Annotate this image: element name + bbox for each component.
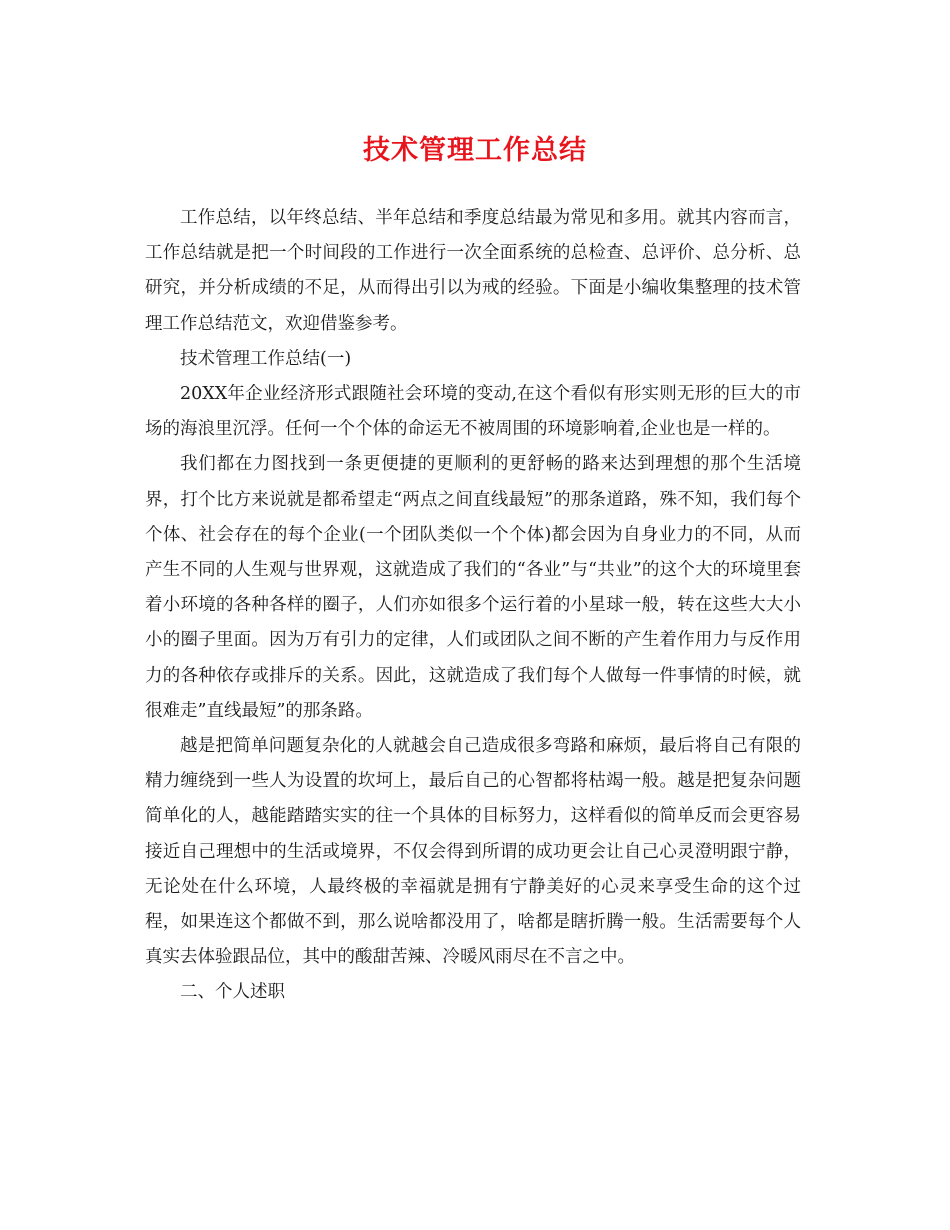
section-heading-2: 二、个人述职 [180, 982, 285, 1003]
paragraph-2: 我们都在力图找到一条更便捷的更顺利的更舒畅的路来达到理想的那个生活境界，打个比方来说就是都希望走“两点之间直线最短”的那条道路，殊不知，我们每个个体、社会存在的每个企业(一个团队类似一个个体)都会因为自身业力的不同，从而产生不同的人生观与世界观，这就造成了我们的“各业”与“共业”的这个大的环境里套着小环境的各种各样的圈子，人们亦如很多个运行着的小星球一般，转在这些大大小小的圈子里面。因为万有引力的定律，人们或团队之间不断的产生着作用力与反作用力的各种依存或排斥的关系。因此，这就造成了我们每个人做每一件事情的时候，就很难走”直线最短”的那条路。 [145, 454, 801, 721]
section-heading-1: 技术管理工作总结(一) [180, 348, 352, 369]
paragraph-intro: 工作总结，以年终总结、半年总结和季度总结最为常见和多用。就其内容而言，工作总结就是把一个时间段的工作进行一次全面系统的总检查、总评价、总分析、总研究，并分析成绩的不足，从而得出引以为戒的经验。下面是小编收集整理的技术管理工作总结范文，欢迎借鉴参考。 [145, 208, 801, 334]
paragraph-1: 20XX年企业经济形式跟随社会环境的变动,在这个看似有形实则无形的巨大的市场的海浪里沉浮。任何一个个体的命运无不被周围的环境影响着,企业也是一样的。 [145, 384, 801, 440]
document-body [145, 201, 801, 1011]
page-title: 技术管理工作总结 [363, 135, 587, 166]
paragraph-3: 越是把简单问题复杂化的人就越会自己造成很多弯路和麻烦，最后将自己有限的精力缠绕到一些人为设置的坎坷上，最后自己的心智都将枯竭一般。越是把复杂问题简单化的人，越能踏踏实实的往一个具体的目标努力，这样看似的简单反而会更容易接近自己理想中的生活或境界，不仅会得到所谓的成功更会让自己心灵澄明跟宁静，无论处在什么环境，人最终极的幸福就是拥有宁静美好的心灵来享受生命的这个过程，如果连这个都做不到，那么说啥都没用了，啥都是瞎折腾一般。生活需要每个人真实去体验跟品位，其中的酸甜苦辣、冷暖风雨尽在不言之中。 [145, 736, 801, 968]
